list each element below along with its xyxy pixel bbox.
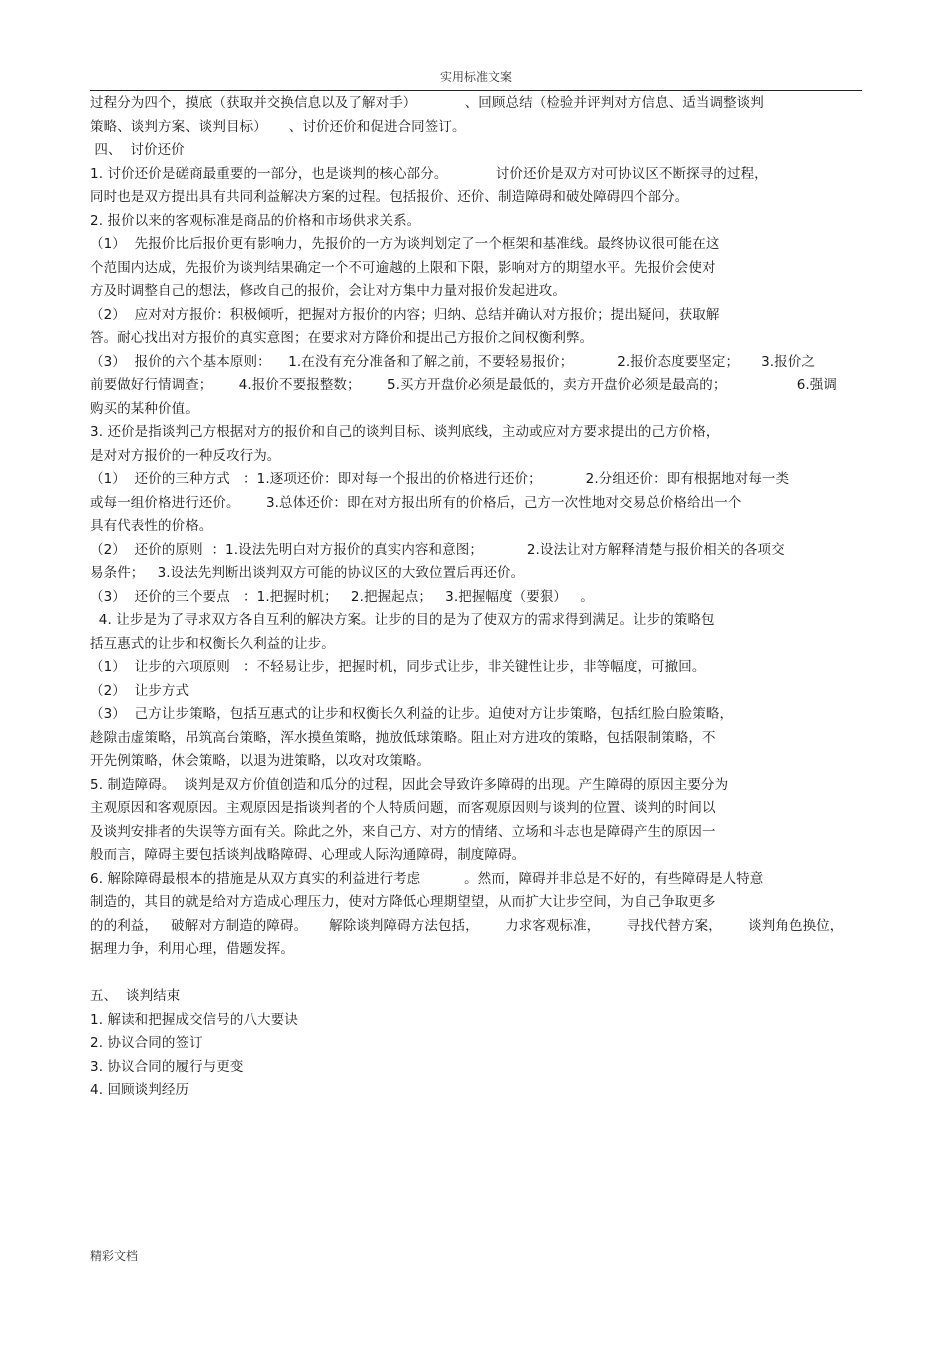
text-line: 6. 解除障碍最根本的措施是从双方真实的利益进行考虑 。然而，障碍并非总是不好的，有些障碍是人特意 <box>90 870 764 887</box>
list-item: 2. 协议合同的签订 <box>90 1035 203 1051</box>
text-line: （3） 还价的三个要点 ：1.把握时机； 2.把握起点； 3.把握幅度（要狠） 。 <box>90 588 594 605</box>
text-line: （1） 先报价比后报价更有影响力，先报价的一方为谈判划定了一个框架和基准线。最终协议很可能在这 <box>90 236 720 252</box>
text-line: （2） 应对对方报价：积极倾听，把握对方报价的内容；归纳、总结并确认对方报价；提出疑问，获取解 <box>90 306 720 323</box>
text-line: （1） 让步的六项原则 ：不轻易让步，把握时机，同步式让步，非关键性让步，非等幅度，可撤回。 <box>90 659 706 675</box>
section-heading: 五、 谈判结束 <box>90 988 181 1004</box>
text-line: 及谈判安排者的失误等方面有关。除此之外，来自己方、对方的情绪、立场和斗志也是障碍产生的原因一 <box>90 823 716 840</box>
section-heading: 四、 讨价还价 <box>90 142 185 158</box>
text-line: （1） 还价的三种方式 ：1.逐项还价：即对每一个报出的价格进行还价； 2.分组还价：即有根据地对每一类 <box>90 471 790 487</box>
blank-line <box>90 962 862 986</box>
text-line: 策略、谈判方案、谈判目标） 、讨价还价和促进合同签订。 <box>90 118 466 135</box>
text-line: 具有代表性的价格。 <box>90 518 213 534</box>
text-line: 3. 还价是指谈判己方根据对方的报价和自己的谈判目标、谈判底线，主动或应对方要求提出的己方价格， <box>90 424 720 440</box>
text-line: 4. 让步是为了寻求双方各自互利的解决方案。让步的目的是为了使双方的需求得到满足。让步的策略包 <box>90 612 715 628</box>
text-line: 般而言，障碍主要包括谈判战略障碍、心理或人际沟通障碍，制度障碍。 <box>90 847 526 863</box>
text-line: 过程分为四个，摸底（获取并交换信息以及了解对手） 、回顾总结（检验并评判对方信息、适当调整谈判 <box>90 95 764 111</box>
list-item: 1. 解读和把握成交信号的八大要诀 <box>90 1011 298 1028</box>
text-line: 据理力争，利用心理，借题发挥。 <box>90 941 294 957</box>
page-header: 实用标准文案 <box>439 70 512 84</box>
text-line: 5. 制造障碍。 谈判是双方价值创造和瓜分的过程，因此会导致许多障碍的出现。产生障碍的原因主要分为 <box>90 776 729 793</box>
text-line: 趁隙击虚策略，吊筑高台策略，浑水摸鱼策略，抛放低球策略。阻止对方进攻的策略，包括限制策略，不 <box>90 729 716 746</box>
text-line: 易条件； 3.设法先判断出谈判双方可能的协议区的大致位置后再还价。 <box>90 565 525 581</box>
text-line: （3） 报价的六个基本原则： 1.在没有充分准备和了解之前，不要轻易报价； 2.报价态度要坚定； 3.报价之 <box>90 353 815 370</box>
text-line: 1. 讨价还价是磋商最重要的一部分，也是谈判的核心部分。 讨价还价是双方对可协议区不断探寻的过程， <box>90 165 768 182</box>
document-body <box>90 92 862 1103</box>
text-line: 开先例策略，休会策略，以退为进策略，以攻对攻策略。 <box>90 753 430 769</box>
text-line: 制造的，其目的就是给对方造成心理压力，使对方降低心理期望望，从而扩大让步空间，为自己争取更多 <box>90 894 716 910</box>
text-line: （3） 己方让步策略，包括互惠式的让步和权衡长久利益的让步。迫使对方让步策略，包括红脸白脸策略， <box>90 706 734 722</box>
text-line: 括互惠式的让步和权衡长久利益的让步。 <box>90 635 335 652</box>
header-rule <box>90 90 862 91</box>
text-line: 或每一组价格进行还价。 3.总体还价：即在对方报出所有的价格后，己方一次性地对交易总价格给出一个 <box>90 494 742 511</box>
text-line: （2） 还价的原则 ：1.设法先明白对方报价的真实内容和意图； 2.设法让对方解释清楚与报价相关的各项交 <box>90 541 785 558</box>
text-line: 前要做好行情调查； 4.报价不要报整数； 5.买方开盘价必须是最低的，卖方开盘价必须是最高的； 6.强调 <box>90 377 837 393</box>
text-line: （2） 让步方式 <box>90 682 190 699</box>
list-item: 3. 协议合同的履行与更变 <box>90 1058 244 1075</box>
list-item: 4. 回顾谈判经历 <box>90 1082 190 1098</box>
text-line: 同时也是双方提出具有共同利益解决方案的过程。包括报价、还价、制造障碍和破处障碍四个部分。 <box>90 189 689 205</box>
text-line: 购买的某种价值。 <box>90 400 199 417</box>
text-line: 的的利益， 破解对方制造的障碍。 解除谈判障碍方法包括， 力求客观标准， 寻找代替方案， 谈判角色换位， <box>90 917 844 934</box>
page-footer: 精彩文档 <box>90 1249 139 1263</box>
text-line: 2. 报价以来的客观标准是商品的价格和市场供求关系。 <box>90 212 421 229</box>
text-line: 主观原因和客观原因。主观原因是指谈判者的个人特质问题，而客观原因则与谈判的位置、谈判的时间以 <box>90 800 716 816</box>
text-line: 个范围内达成，先报价为谈判结果确定一个不可逾越的上限和下限，影响对方的期望水平。先报价会使对 <box>90 259 716 276</box>
text-line: 方及时调整自己的想法，修改自己的报价，会让对方集中力量对报价发起进攻。 <box>90 283 566 299</box>
text-line: 答。耐心找出对方报价的真实意图；在要求对方降价和提出己方报价之间权衡利弊。 <box>90 330 594 346</box>
text-line: 是对对方报价的一种反攻行为。 <box>90 447 281 464</box>
